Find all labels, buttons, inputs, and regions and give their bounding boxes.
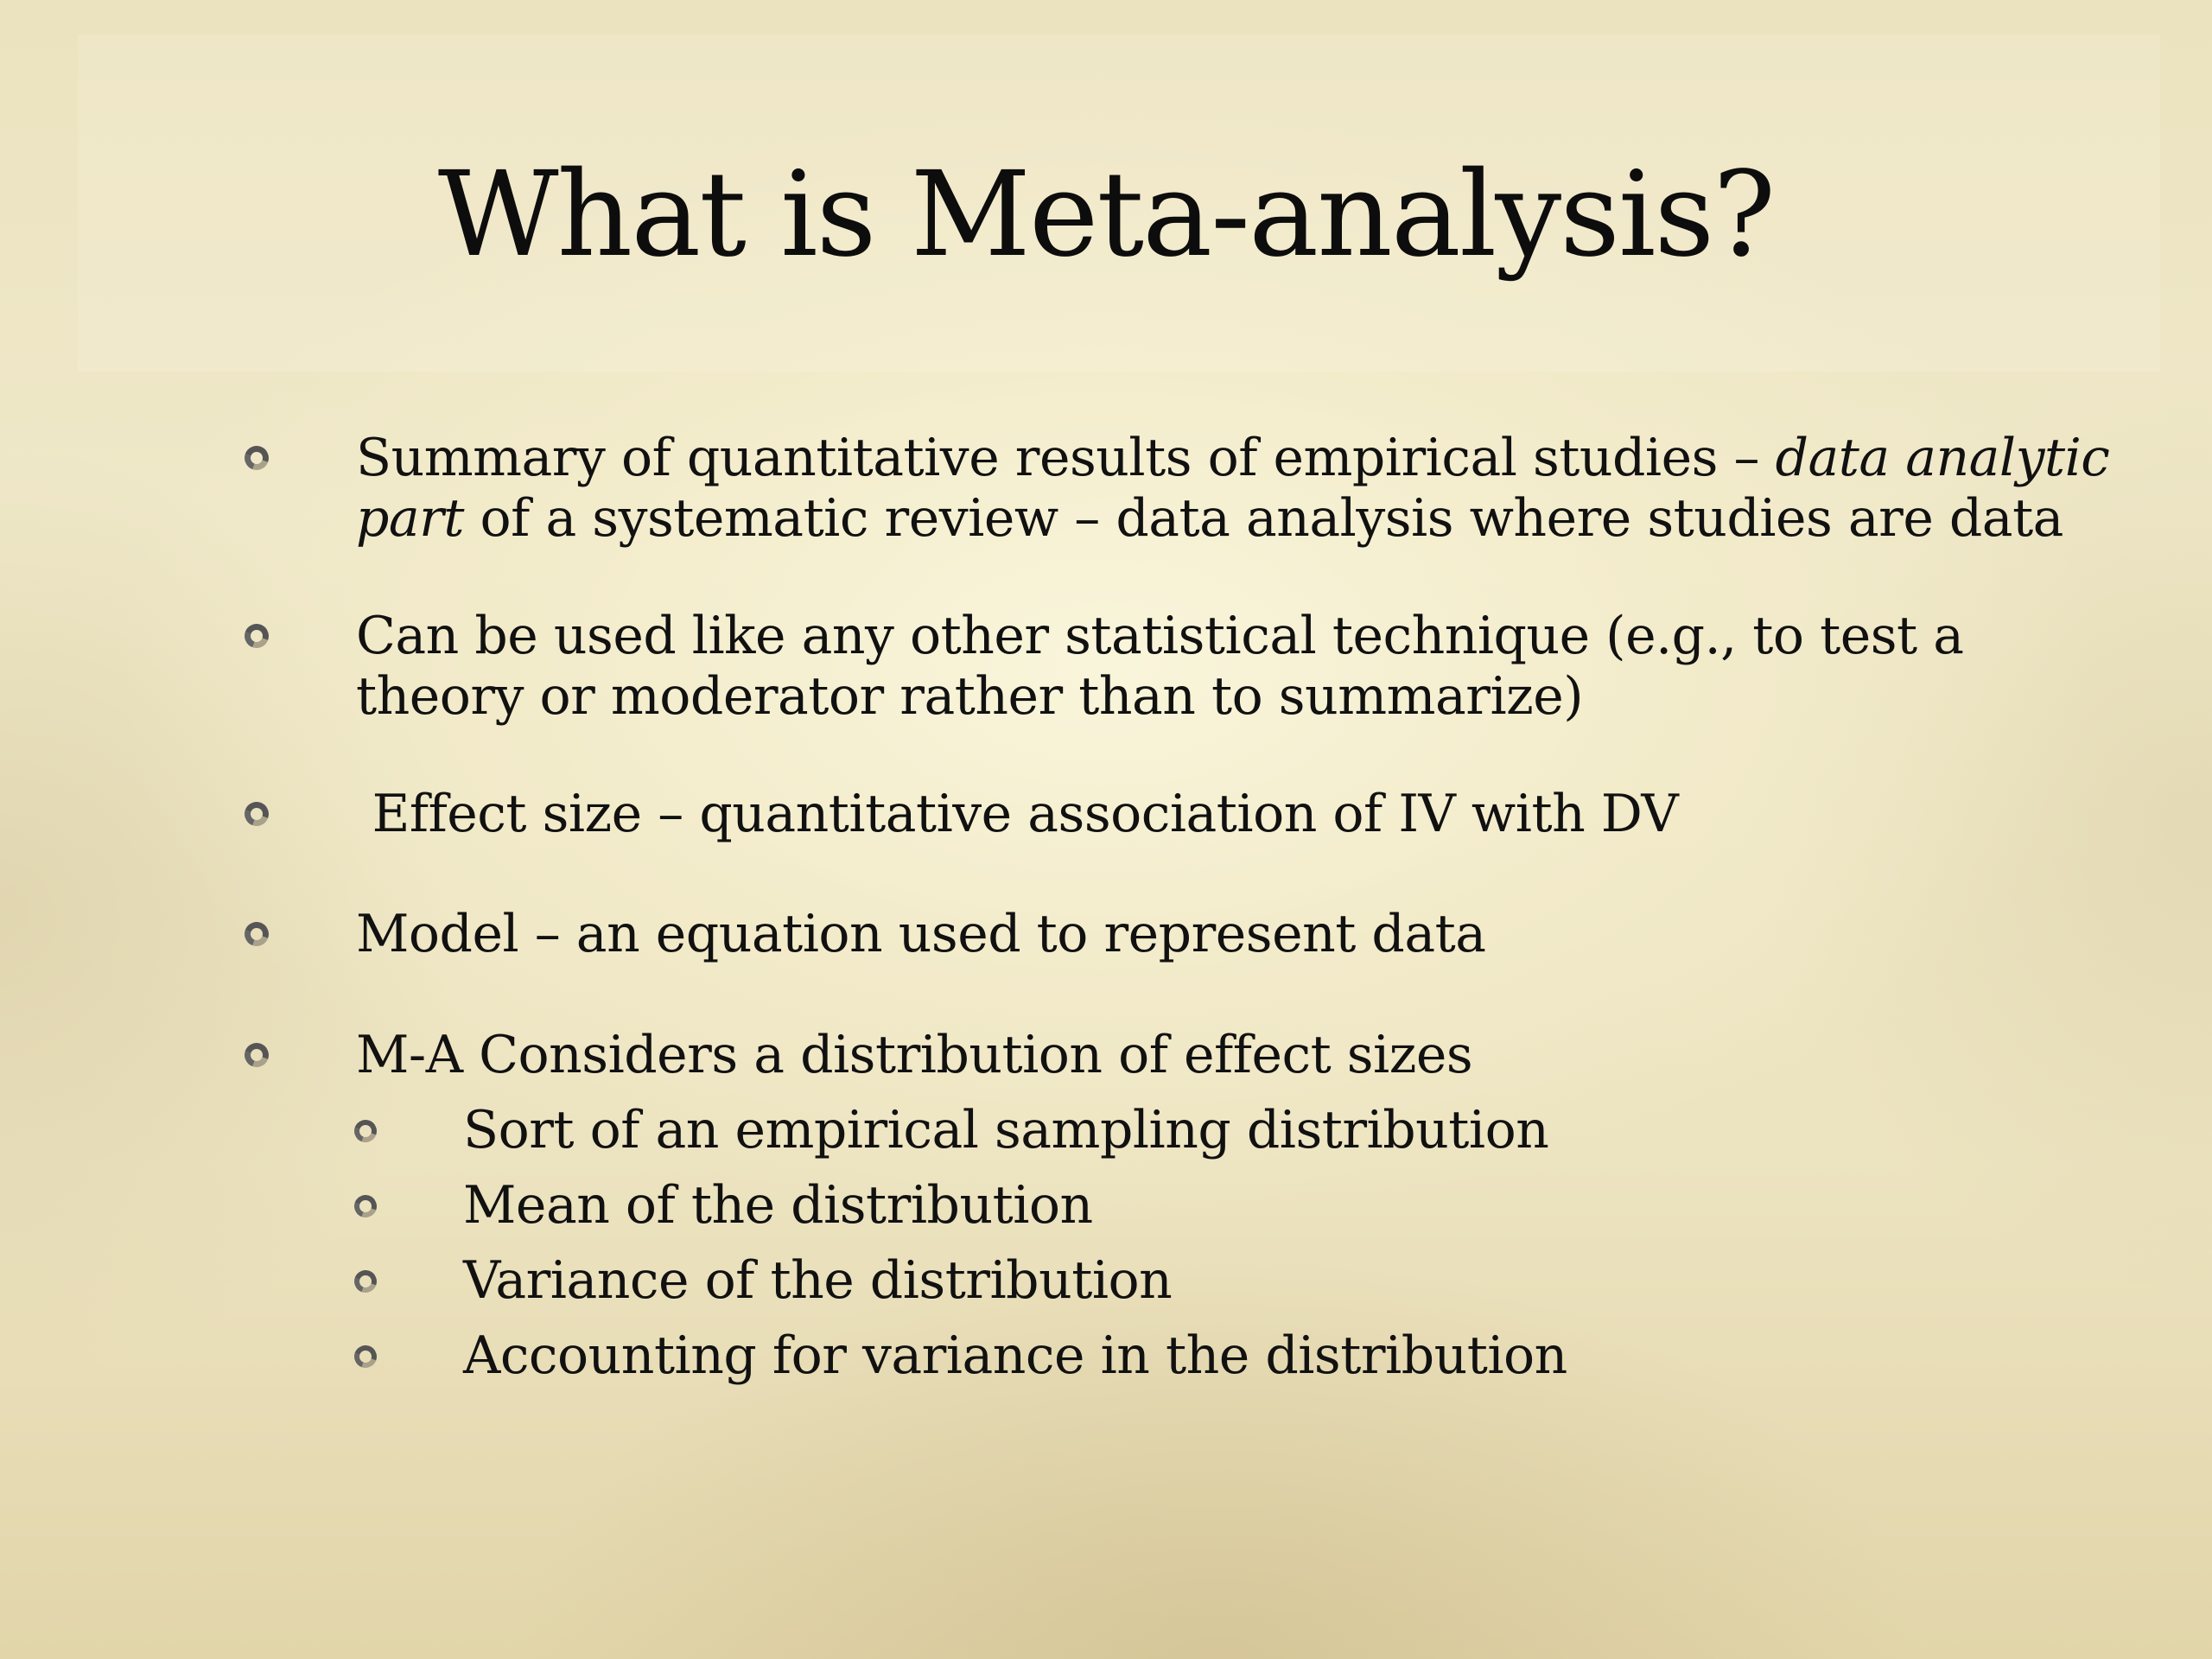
bullet-marker-icon xyxy=(240,620,272,652)
sub-bullet-3 xyxy=(463,1250,1172,1311)
sub-bullet-4-text: Accounting for variance in the distribution xyxy=(463,1325,1567,1386)
bullet-marker-icon xyxy=(240,1039,272,1071)
bullet-1-italic-b: part xyxy=(356,488,464,549)
bullet-2-line-2: theory or moderator rather than to summarize) xyxy=(356,666,1584,727)
sub-bullet-2 xyxy=(463,1175,1093,1236)
bullet-2-line-1: Can be used like any other statistical technique (e.g., to test a xyxy=(356,606,1964,666)
slide-title: What is Meta-analysis? xyxy=(437,147,1775,283)
bullet-1-text-b: of a systematic review – data analysis where studies are data xyxy=(463,488,2063,549)
sub-bullet-marker-icon xyxy=(351,1267,381,1297)
bullet-marker-icon xyxy=(240,798,272,830)
sub-bullet-1 xyxy=(463,1100,1548,1160)
sub-bullet-4 xyxy=(463,1325,1567,1386)
sub-bullet-marker-icon xyxy=(351,1192,381,1222)
bullet-marker-icon xyxy=(240,918,272,950)
sub-bullet-1-text: Sort of an empirical sampling distribution xyxy=(463,1100,1549,1160)
bullet-1-line-1 xyxy=(356,428,2109,488)
bullet-1-italic-a: data analytic xyxy=(1775,428,2110,488)
bullet-5 xyxy=(356,1025,1472,1085)
bullet-1-line-2 xyxy=(356,488,2109,549)
sub-bullet-marker-icon xyxy=(351,1116,381,1147)
bullet-4 xyxy=(356,904,1485,964)
bullet-2 xyxy=(356,606,1963,727)
sub-bullet-3-text: Variance of the distribution xyxy=(463,1250,1173,1311)
bullet-5-text: M-A Considers a distribution of effect sizes xyxy=(356,1025,1473,1085)
bullet-3-text: Effect size – quantitative association of IV with DV xyxy=(356,784,1679,844)
bullet-1 xyxy=(356,428,2109,549)
bullet-1-text-a: Summary of quantitative results of empirical studies – xyxy=(356,428,1776,488)
bullet-3 xyxy=(356,784,1678,844)
sub-bullet-marker-icon xyxy=(351,1342,381,1372)
bullet-4-text: Model – an equation used to represent data xyxy=(356,904,1486,964)
bullet-marker-icon xyxy=(240,442,272,474)
sub-bullet-2-text: Mean of the distribution xyxy=(463,1175,1093,1236)
